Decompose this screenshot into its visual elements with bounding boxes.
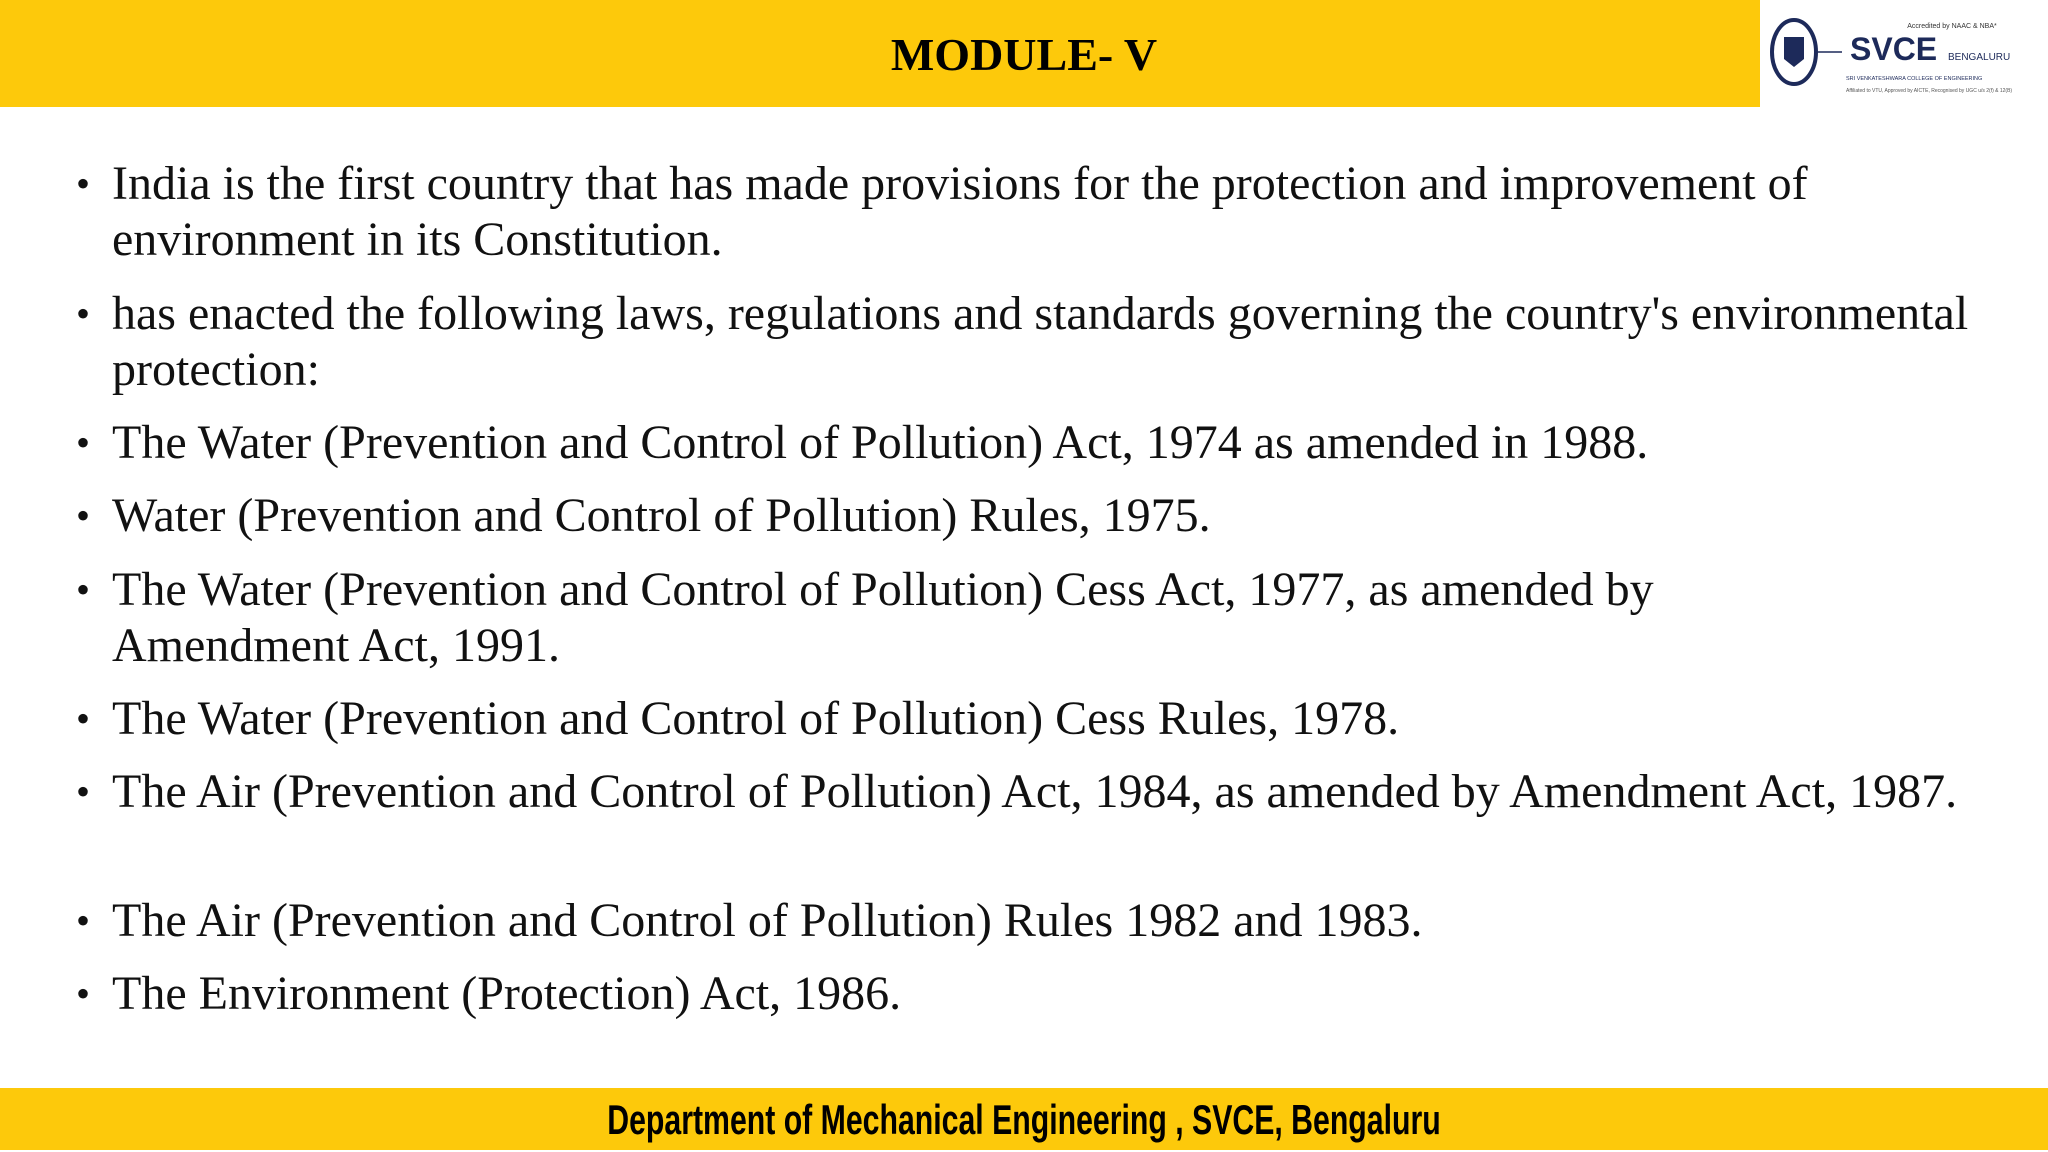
- svce-logo: [1762, 2, 2048, 106]
- svg-text:SRI VENKATESHWARA COLLEGE OF E: SRI VENKATESHWARA COLLEGE OF ENGINEERING: [1846, 76, 1983, 82]
- svg-text:SVCE: SVCE: [1850, 31, 1938, 67]
- bullet-item: • The Environment (Protection) Act, 1986.: [76, 967, 902, 1020]
- bullet-item: • India is the first country that has made provisions for the protection and improvement of environment in its Constitution.: [76, 157, 1808, 266]
- bullet-item: • Water (Prevention and Control of Pollution) Rules, 1975.: [76, 489, 1211, 542]
- slide-title: MODULE- V: [890, 29, 1158, 80]
- bullet-item: • The Air (Prevention and Control of Pollution) Rules 1982 and 1983.: [76, 894, 1423, 947]
- bullet-item: • The Water (Prevention and Control of Pollution) Cess Rules, 1978.: [76, 692, 1400, 745]
- footer-bar: [0, 1088, 2048, 1150]
- bullet-item: • The Water (Prevention and Control of Pollution) Act, 1974 as amended in 1988.: [76, 416, 1649, 469]
- footer-text: Department of Mechanical Engineering , SVCE, Bengaluru: [607, 1096, 1441, 1143]
- bullet-item: • The Water (Prevention and Control of Pollution) Cess Act, 1977, as amended by Amendment Act, 1991.: [76, 563, 1654, 672]
- bullet-item: • The Air (Prevention and Control of Pollution) Act, 1984, as amended by Amendment Act, 1987.: [76, 765, 1958, 818]
- svg-text:Affiliated to VTU, Approved by: Affiliated to VTU, Approved by AICTE, Recognised by UGC u/s 2(f) & 12(B): [1846, 88, 2013, 94]
- svg-text:BENGALURU: BENGALURU: [1948, 52, 2011, 63]
- svg-text:Accredited by NAAC & NBA*: Accredited by NAAC & NBA*: [1907, 23, 1997, 30]
- bullet-item: • has enacted the following laws, regulations and standards governing the country's environmental protection:: [76, 287, 1969, 396]
